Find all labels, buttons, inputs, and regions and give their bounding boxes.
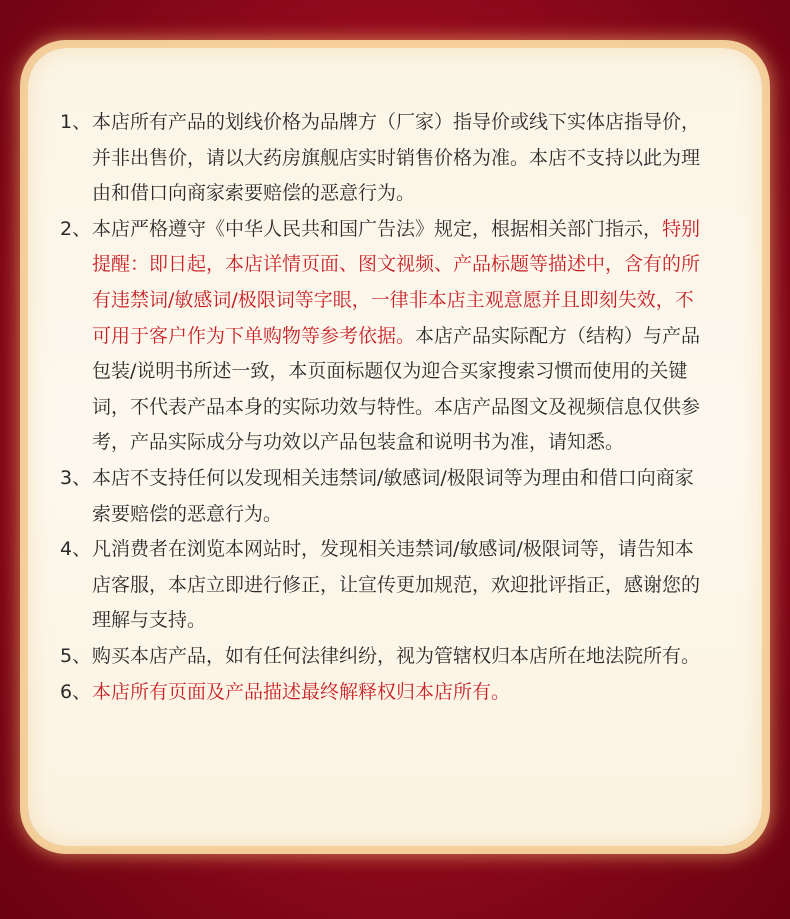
notice-text: 由和借口向商家索要赔偿的恶意行为。: [92, 182, 416, 205]
notice-line: [60, 319, 740, 355]
notice-line: [60, 639, 740, 675]
notice-text: 本店产品实际配方（结构）与产品: [415, 324, 701, 347]
highlight-text: 本店所有页面及产品描述最终解释权归本店所有。: [92, 680, 511, 703]
item-number: 6、: [60, 680, 92, 703]
notice-line: [60, 212, 740, 248]
highlight-text: 提醒：即日起，本店详情页面、图文视频、产品标题等描述中，含有的所: [92, 253, 701, 276]
notice-content: [60, 105, 740, 710]
notice-line: [60, 354, 740, 390]
item-number: 4、: [60, 538, 92, 561]
notice-line: [60, 247, 740, 283]
highlight-text: 有违禁词/敏感词/极限词等字眼，一律非本店主观意愿并且即刻失效，不: [92, 288, 694, 311]
notice-line: [60, 425, 740, 461]
notice-line: [60, 283, 740, 319]
notice-line: [60, 603, 740, 639]
notice-line: [60, 176, 740, 212]
notice-text: 购买本店产品，如有任何法律纠纷，视为管辖权归本店所在地法院所有。: [92, 644, 701, 667]
notice-text: 词，不代表产品本身的实际功效与特性。本店产品图文及视频信息仅供参: [92, 395, 701, 418]
notice-text: 本店所有产品的划线价格为品牌方（厂家）指导价或线下实体店指导价，: [92, 111, 701, 133]
notice-text: 考，产品实际成分与功效以产品包装盒和说明书为准，请知悉。: [92, 431, 625, 454]
highlight-text: 特别: [662, 217, 701, 240]
notice-line: [60, 390, 740, 426]
notice-line: [60, 568, 740, 604]
notice-line: [60, 497, 740, 533]
notice-text: 并非出售价，请以大药房旗舰店实时销售价格为准。本店不支持以此为理: [92, 146, 701, 169]
notice-line: [60, 141, 740, 177]
item-number: 5、: [60, 644, 92, 667]
notice-line: [60, 461, 740, 497]
notice-line: [60, 105, 740, 141]
item-number: 1、: [60, 111, 92, 133]
notice-text: 本店不支持任何以发现相关违禁词/敏感词/极限词等为理由和借口向商家: [92, 466, 694, 489]
notice-line: [60, 532, 740, 568]
notice-text: 本店严格遵守《中华人民共和国广告法》规定，根据相关部门指示，: [92, 217, 663, 240]
notice-text: 理解与支持。: [92, 609, 207, 632]
notice-line: [60, 675, 740, 711]
highlight-text: 可用于客户作为下单购物等参考依据。: [92, 324, 416, 347]
item-number: 2、: [60, 217, 92, 240]
notice-text: 索要赔偿的恶意行为。: [92, 502, 283, 525]
notice-text: 店客服，本店立即进行修正，让宣传更加规范，欢迎批评指正，感谢您的: [92, 573, 701, 596]
notice-text: 包装/说明书所述一致，本页面标题仅为迎合买家搜索习惯而使用的关键: [92, 360, 688, 383]
item-number: 3、: [60, 466, 92, 489]
notice-text: 凡消费者在浏览本网站时，发现相关违禁词/敏感词/极限词等，请告知本: [92, 538, 694, 561]
